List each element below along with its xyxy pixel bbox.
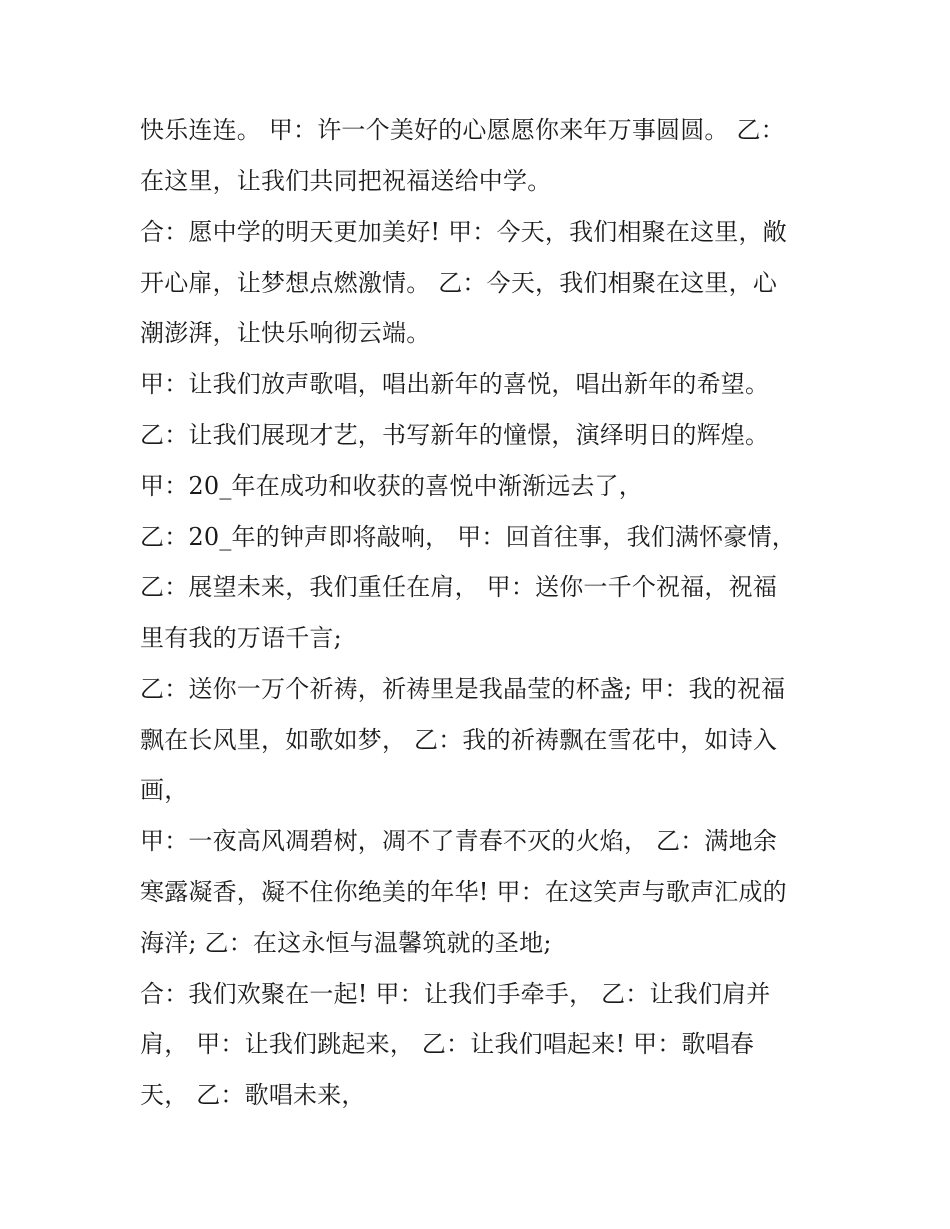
text-line: 快乐连连。 甲：许一个美好的心愿愿你来年万事圆圆。 乙：	[140, 116, 785, 144]
text-line: 乙：展望未来，我们重任在肩， 甲：送你一千个祝福，祝福	[140, 573, 778, 601]
text-line: 寒露凝香，凝不住你绝美的年华! 甲：在这笑声与歌声汇成的	[140, 878, 787, 906]
text-line: 里有我的万语千言;	[140, 624, 342, 652]
text-line: 在这里，让我们共同把祝福送给中学。	[140, 167, 552, 195]
text-line: 合：愿中学的明天更加美好! 甲：今天，我们相聚在这里，敞	[140, 218, 787, 246]
text-line: 天， 乙：歌唱未来，	[140, 1081, 366, 1109]
text-line: 飘在长风里，如歌如梦， 乙：我的祈祷飘在雪花中，如诗入	[140, 726, 778, 754]
text-line: 海洋; 乙：在这永恒与温馨筑就的圣地;	[140, 929, 552, 957]
text-line: 甲：让我们放声歌唱，唱出新年的喜悦，唱出新年的希望。	[140, 370, 770, 398]
text-line: 合：我们欢聚在一起! 甲：让我们手牵手， 乙：让我们肩并	[140, 980, 771, 1008]
text-line: 潮澎湃，让快乐响彻云端。	[140, 319, 431, 347]
text-line: 乙：送你一万个祈祷，祈祷里是我晶莹的杯盏; 甲：我的祝福	[140, 675, 786, 703]
text-line: 开心扉，让梦想点燃激情。 乙：今天，我们相聚在这里，心	[140, 269, 778, 297]
text-line: 肩， 甲：让我们跳起来， 乙：让我们唱起来! 甲：歌唱春	[140, 1030, 755, 1058]
text-line: 乙：让我们展现才艺，书写新年的憧憬，演绎明日的辉煌。	[140, 421, 770, 449]
text-line: 乙：20_年的钟声即将敲响， 甲：回首往事，我们满怀豪情，	[140, 523, 796, 551]
text-line: 画，	[140, 776, 189, 804]
text-line: 甲：一夜高风凋碧树，凋不了青春不灭的火焰， 乙：满地余	[140, 827, 778, 855]
text-line: 甲：20_年在成功和收获的喜悦中渐渐远去了，	[140, 472, 643, 500]
